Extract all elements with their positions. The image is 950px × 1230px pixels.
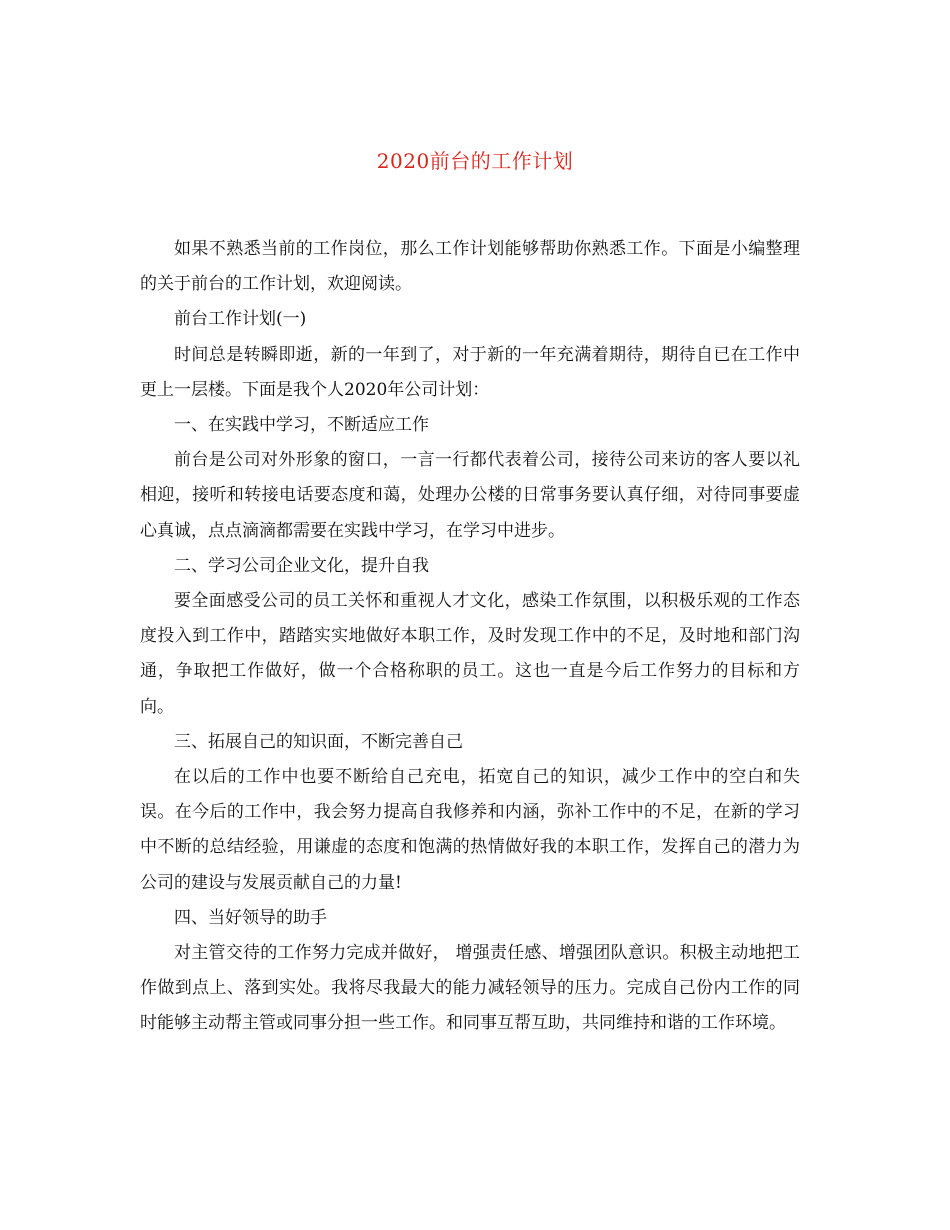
heading-item-four: 四、当好领导的助手 [174, 907, 327, 928]
heading-item-one: 一、在实践中学习，不断适应工作 [174, 415, 429, 436]
heading-item-three: 三、拓展自己的知识面，不断完善自己 [174, 731, 463, 752]
heading-item-two: 二、学习公司企业文化，提升自我 [174, 555, 429, 576]
paragraph-overview: 时间总是转瞬即逝，新的一年到了，对于新的一年充满着期待，期待自已在工作中更上一层楼。下面是我个人2020年公司计划： [140, 344, 800, 400]
section-heading-plan-one: 前台工作计划(一) [174, 309, 307, 330]
intro-paragraph: 如果不熟悉当前的工作岗位，那么工作计划能够帮助你熟悉工作。下面是小编整理的关于前台的工作计划，欢迎阅读。 [140, 239, 800, 295]
paragraph-item-two: 要全面感受公司的员工关怀和重视人才文化，感染工作氛围，以积极乐观的工作态度投入到工作中，踏踏实实地做好本职工作，及时发现工作中的不足，及时地和部门沟通，争取把工作做好，做一个合格称职的员工。这也一直是今后工作努力的目标和方向。 [140, 591, 800, 717]
paragraph-item-one: 前台是公司对外形象的窗口，一言一行都代表着公司，接待公司来访的客人要以礼相迎，接听和转接电话要态度和蔼，处理办公楼的日常事务要认真仔细，对待同事要虚心真诚，点点滴滴都需要在实践中学习，在学习中进步。 [140, 450, 800, 541]
paragraph-item-three: 在以后的工作中也要不断给自己充电，拓宽自己的知识，减少工作中的空白和失误。在今后的工作中，我会努力提高自我修养和内涵，弥补工作中的不足，在新的学习中不断的总结经验，用谦虚的态度和饱满的热情做好我的本职工作，发挥自己的潜力为公司的建设与发展贡献自己的力量! [140, 767, 800, 893]
document-title: 2020前台的工作计划 [376, 149, 574, 173]
paragraph-item-four: 对主管交待的工作努力完成并做好， 增强责任感、增强团队意识。积极主动地把工作做到点上、落到实处。我将尽我最大的能力减轻领导的压力。完成自己份内工作的同时能够主动帮主管或同事分担一些工作。和同事互帮互助，共同维持和谐的工作环境。 [140, 943, 800, 1034]
document-body [140, 232, 800, 1042]
